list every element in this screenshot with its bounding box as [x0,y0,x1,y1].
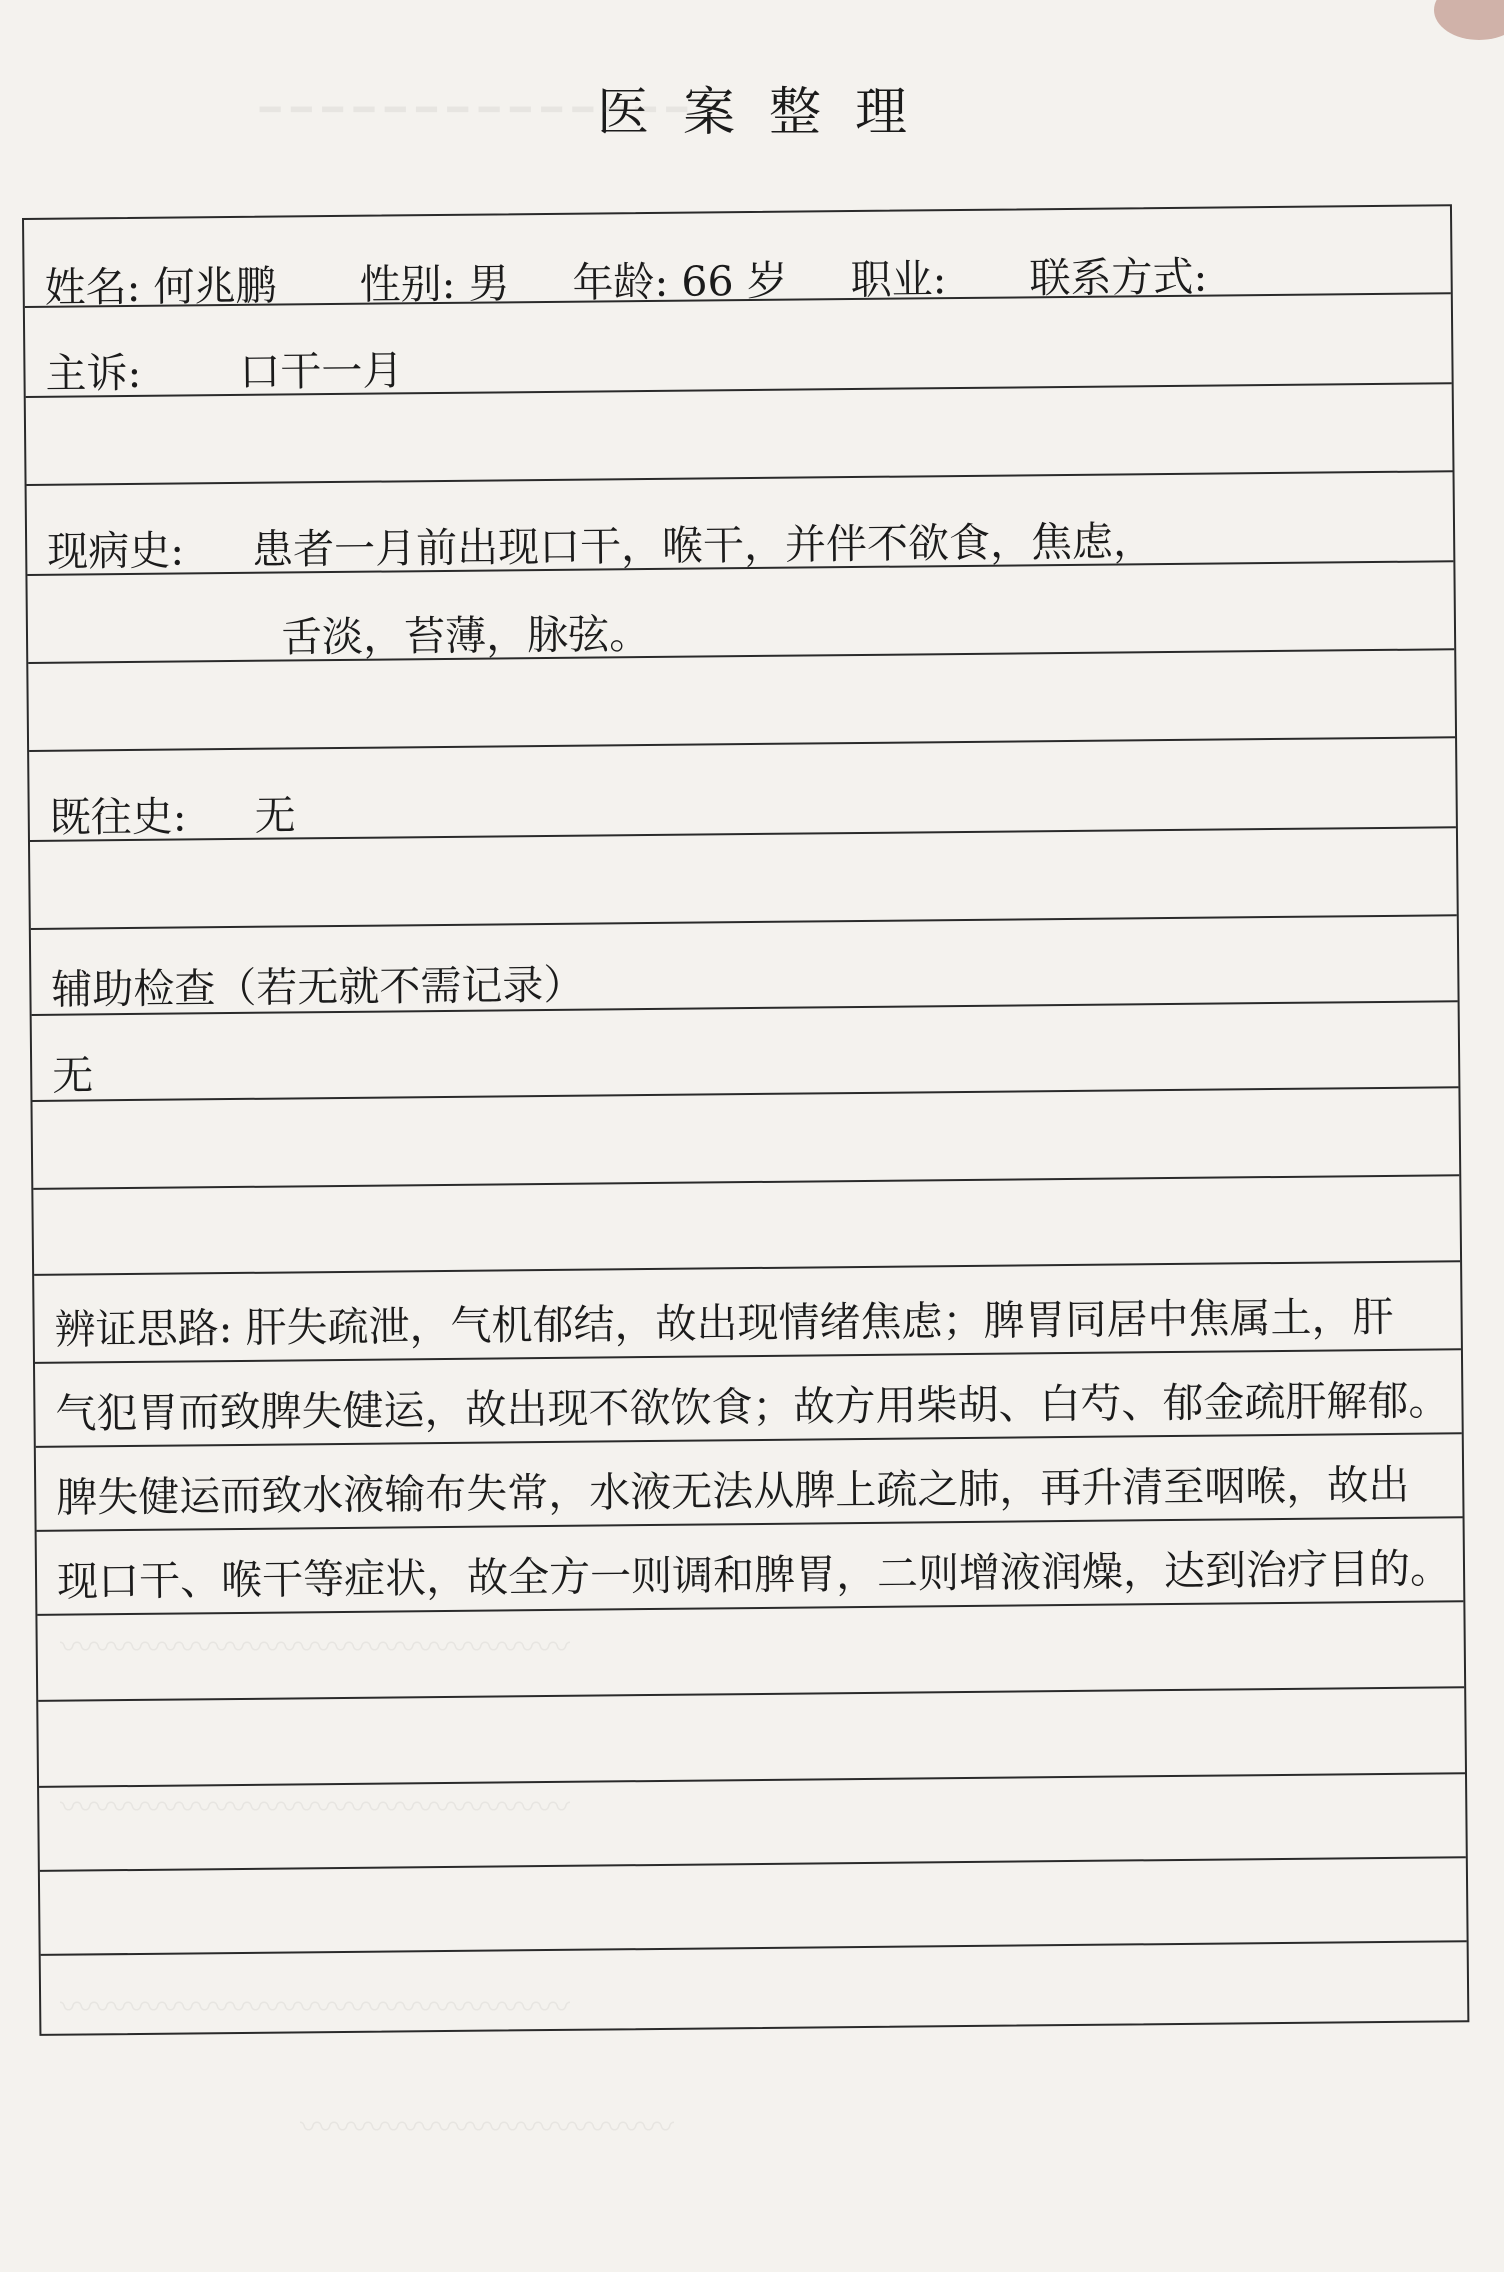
differentiation-line-2: 气犯胃而致脾失健运，故出现不欲饮食；故方用柴胡、白芍、郁金疏肝解郁。 [55,1376,1450,1438]
page-corner-stain [1434,0,1504,40]
present-history-label: 现病史: [46,526,185,576]
occupation-label: 职业: [850,255,947,305]
contact-label: 联系方式: [1029,252,1208,303]
ruled-line [39,1772,1465,1788]
present-history-line-1: 患者一月前出现口干，喉干，并伴不欲食，焦虑， [251,517,1155,574]
name-value: 何兆鹏 [153,261,277,311]
aux-exam-value: 无 [52,1051,94,1100]
age-value: 66 岁 [681,256,788,306]
present-history-row-2 [48,596,1445,669]
differentiation-line-1: 辨证思路: 肝失疏泄，气机郁结，故出现情绪焦虑；脾胃同居中焦属土，肝 [54,1292,1394,1354]
case-record-form [22,204,1469,2036]
ruled-line [29,736,1455,752]
bleed-through-text: 〰〰〰〰〰〰〰〰〰〰〰〰〰〰〰 [60,1788,570,1828]
complaint-value: 口干一月 [239,346,404,396]
name-label: 姓名: [44,262,141,312]
complaint-label: 主诉: [45,348,142,398]
sex-value: 男 [468,259,510,308]
ruled-line [27,470,1453,486]
bleed-through-text: ━ ━ ━ ━ ━ ━ ━ ━ ━ ━ ━ ━ ━ ━ [260,90,688,130]
present-history-line-2: 舌淡，苔薄，脉弦。 [280,609,651,662]
aux-exam-label: 辅助检查（若无就不需记录） [51,960,585,1014]
page-title: 医案整理 [596,83,941,143]
differentiation-line-4: 现口干、喉干等症状，故全方一则调和脾胃，二则增液润燥，达到治疗目的。 [56,1544,1452,1606]
ruled-line [38,1686,1464,1702]
past-history-label: 既往史: [49,792,187,842]
past-history-value: 无 [254,791,296,840]
sex-label: 性别: [359,259,456,309]
differentiation-line-3: 脾失健运而致水液输布失常，水液无法从脾上疏之肺，再升清至咽喉，故出 [56,1460,1410,1522]
bleed-through-text: 〰〰〰〰〰〰〰〰〰〰〰 [300,2108,674,2148]
ruled-line [34,1260,1460,1276]
age-label: 年龄: [572,257,669,307]
patient-info-row [44,244,1441,317]
present-history-row [47,508,1444,581]
ruled-line [31,914,1457,930]
ruled-line [40,1856,1466,1872]
bleed-through-text: 〰〰〰〰〰〰〰〰〰〰〰〰〰〰〰 [60,1988,570,2028]
ruled-line [33,1174,1459,1190]
bleed-through-text: 〰〰〰〰〰〰〰〰〰〰〰〰〰〰〰 [60,1628,570,1668]
ruled-line [41,1940,1467,1956]
